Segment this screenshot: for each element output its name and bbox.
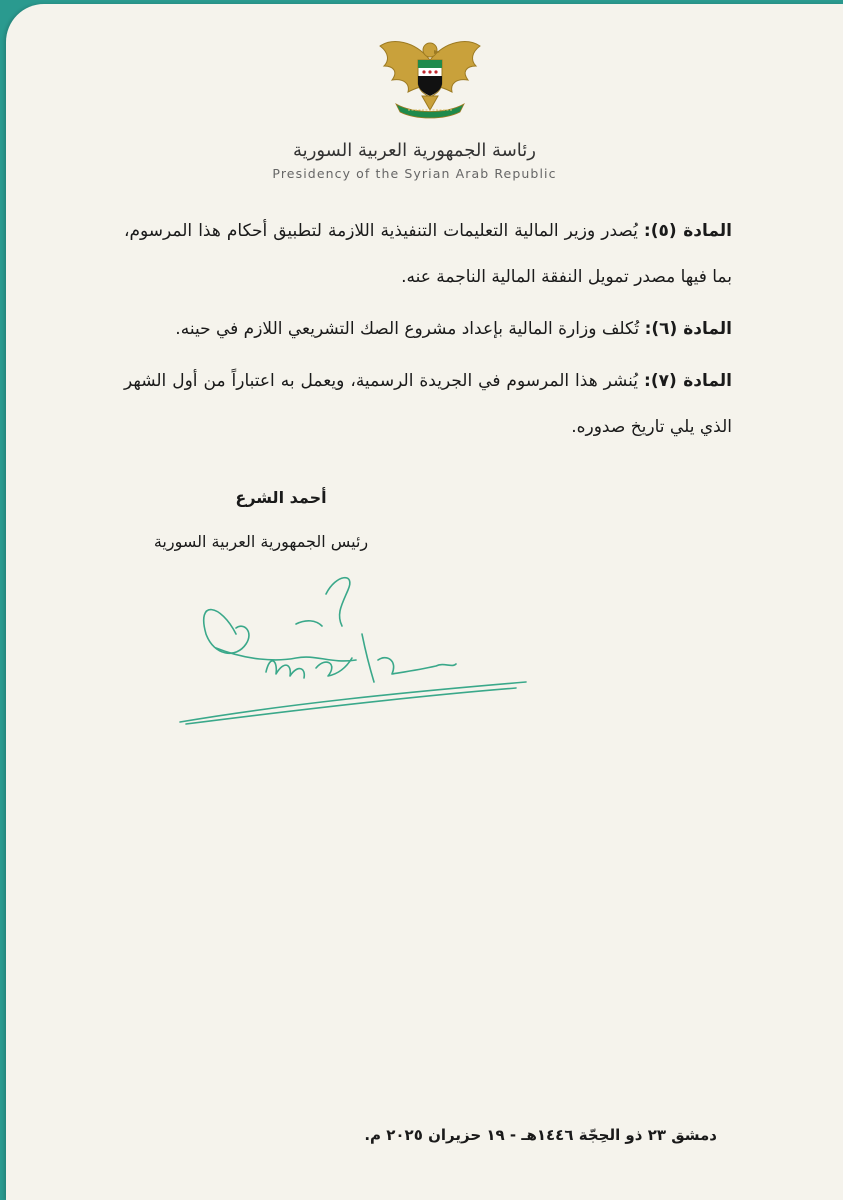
- handwritten-signature: [166, 564, 536, 734]
- syrian-eagle-emblem-icon: [374, 30, 486, 122]
- article-label: المادة (٧):: [644, 371, 732, 391]
- article-label: المادة (٥):: [643, 221, 732, 241]
- article-6: [124, 306, 732, 352]
- letterhead-title-arabic: رئاسة الجمهورية العربية السورية: [293, 140, 536, 161]
- article-5: [124, 208, 732, 300]
- decree-body: [124, 208, 732, 456]
- signer-name: أحمد الشرع: [235, 488, 327, 507]
- article-text: تُكلف وزارة المالية بإعداد مشروع الصك التشريعي اللازم في حينه.: [175, 319, 645, 339]
- document-page: [6, 4, 843, 1200]
- article-label: المادة (٦):: [644, 319, 732, 339]
- letterhead-title-english: Presidency of the Syrian Arab Republic: [272, 166, 557, 181]
- date-line: دمشق ٢٣ ذو الحِجّة ١٤٤٦هـ - ١٩ حزيران ٢٠٢٥ م.: [364, 1126, 717, 1144]
- article-7: [124, 358, 732, 450]
- article-text: يُنشر هذا المرسوم في الجريدة الرسمية، ويعمل به اعتباراً من أول الشهر الذي يلي تاريخ صدوره.: [124, 371, 732, 437]
- article-text: يُصدر وزير المالية التعليمات التنفيذية اللازمة لتطبيق أحكام هذا المرسوم، بما فيها مصدر تمويل النفقة المالية الناجمة عنه.: [124, 221, 732, 287]
- signer-title: رئيس الجمهورية العربية السورية: [153, 532, 369, 551]
